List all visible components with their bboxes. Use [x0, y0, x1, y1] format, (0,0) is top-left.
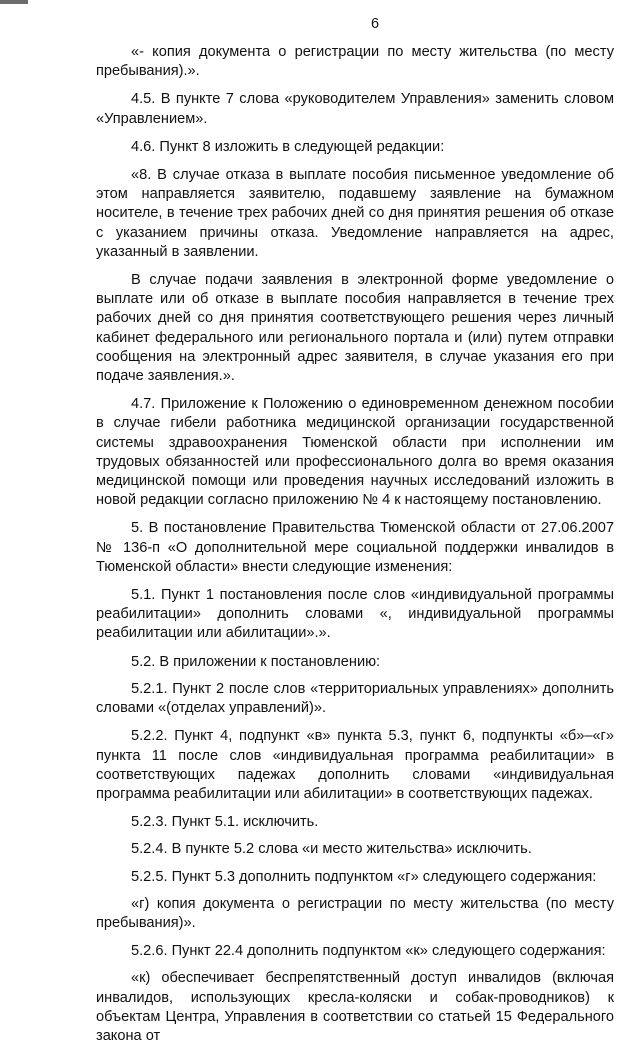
- paragraph-1: «- копия документа о регистрации по месту жительства (по месту пребывания).».: [96, 44, 614, 80]
- paragraph-10: 5.2.1. Пункт 2 после слов «территориальных управлениях» дополнить словами «(отделах управлений)».: [96, 680, 614, 717]
- paragraph-9: 5.2. В приложении к постановлению:: [131, 653, 381, 670]
- paragraph-11: 5.2.2. Пункт 4, подпункт «в» пункта 5.3, пункт 6, подпункты «б»–«г» пункта 11 после слов «индивидуальная программа реабилитации» в соответствующих падежах дополнить словами «индивидуальная программа реабилитации или абилитации» в соответствующих падежах.: [96, 728, 614, 802]
- paragraph-3: 4.6. Пункт 8 изложить в следующей редакции:: [131, 138, 445, 155]
- paragraph-7: 5. В постановление Правительства Тюменской области от 27.06.2007 № 136-п «О дополнительной мере социальной поддержки инвалидов в Тюменской области» внести следующие изменения:: [96, 520, 614, 575]
- paragraph-4: «8. В случае отказа в выплате пособия письменное уведомление об этом направляется заявителю, подавшему заявление на бумажном носителе, в течение трех рабочих дней со дня принятия решения об отказе с указанием причины отказа. Уведомление направляется на адрес, указанный в заявлении.: [96, 167, 614, 260]
- paragraph-14: 5.2.5. Пункт 5.3 дополнить подпунктом «г» следующего содержания:: [131, 868, 597, 885]
- page-number: 6: [370, 16, 380, 32]
- paragraph-15: «г) копия документа о регистрации по месту жительства (по месту пребывания)».: [96, 895, 614, 931]
- paragraph-16: 5.2.6. Пункт 22.4 дополнить подпунктом «к» следующего содержания:: [131, 943, 606, 960]
- paragraph-2: 4.5. В пункте 7 слова «руководителем Управления» заменить словом «Управлением».: [96, 91, 614, 127]
- paragraph-13: 5.2.4. В пункте 5.2 слова «и место жительства» исключить.: [131, 841, 532, 858]
- paragraph-8: 5.1. Пункт 1 постановления после слов «индивидуальной программы реабилитации» дополнить словами «, индивидуальной программы реабилитации или абилитации».».: [96, 587, 614, 642]
- scan-corner-mark: [0, 0, 28, 4]
- paragraph-12: 5.2.3. Пункт 5.1. исключить.: [131, 814, 319, 831]
- paragraph-17: «к) обеспечивает беспрепятственный доступ инвалидов (включая инвалидов, использующих кресла-коляски и собак-проводников) к объектам Центра, Управления в соответствии со статьей 15 Федерального закона от: [96, 970, 614, 1044]
- paragraph-5: В случае подачи заявления в электронной форме уведомление о выплате или об отказе в выплате пособия направляется в течение трех рабочих дней со дня принятия соответствующего решения через личный кабинет федерального или регионального портала и (или) путем отправки сообщения на электронный адрес заявителя, в случае указания его при подаче заявления.».: [96, 272, 614, 385]
- paragraph-6: 4.7. Приложение к Положению о единовременном денежном пособии в случае гибели работника медицинской организации государственной системы здравоохранения Тюменской области при исполнении им трудовых обязанностей или профессионального долга во время оказания медицинской помощи или проведения научных исследований изложить в новой редакции согласно приложению № 4 к настоящему постановлению.: [96, 396, 614, 509]
